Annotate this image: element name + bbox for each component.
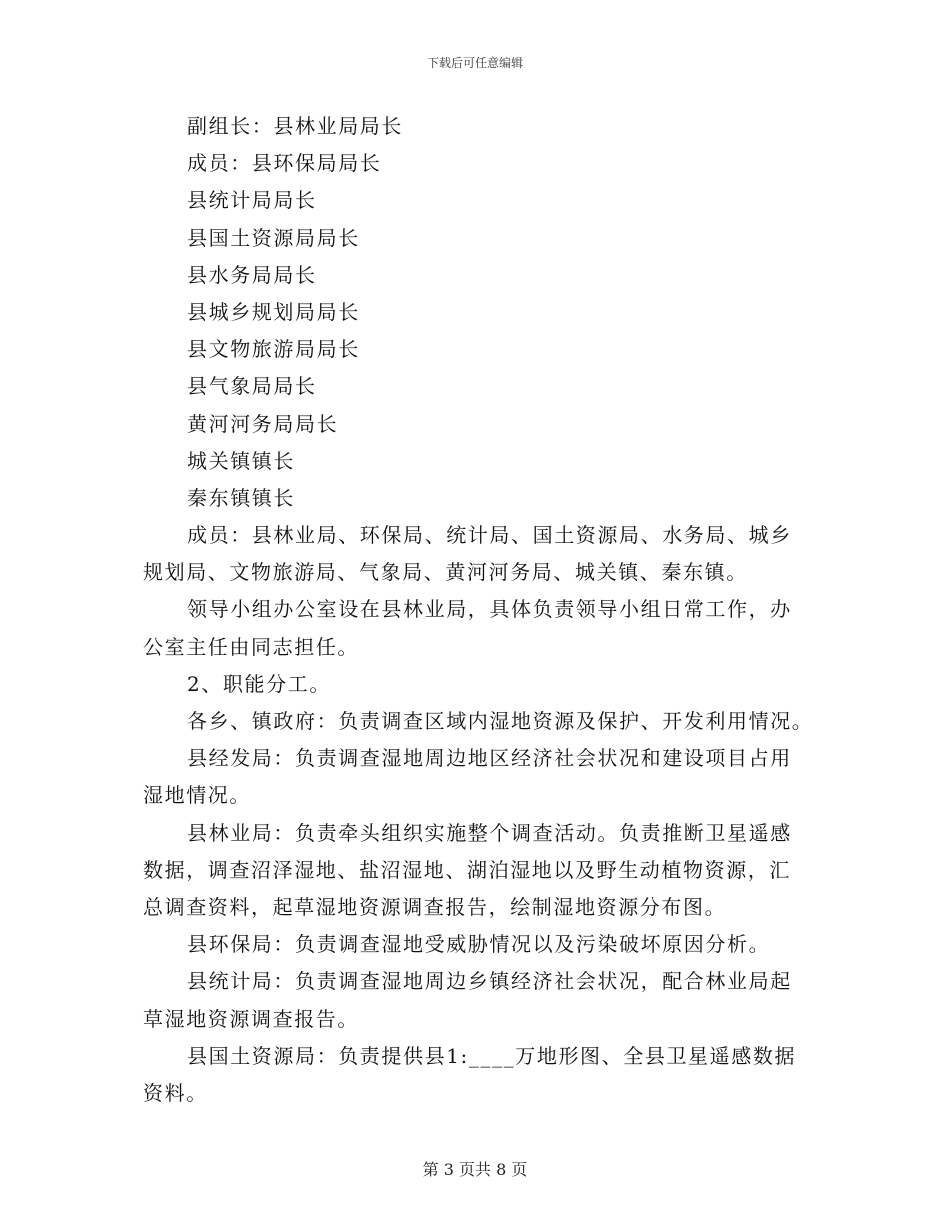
text-line: 县水务局局长 [187,262,317,287]
page-header: 下载后可任意编辑 [426,56,523,70]
text-line: 各乡、镇政府：负责调查区域内湿地资源及保护、开发利用情况。 [187,709,814,733]
text-line: 秦东镇镇长 [187,485,295,510]
text-line: 县环保局：负责调查湿地受威胁情况以及污染破坏原因分析。 [187,932,771,957]
text-line: 副组长：县林业局局长 [187,114,403,138]
text-line: 县气象局局长 [187,374,317,399]
text-line: 城关镇镇长 [187,448,295,473]
text-line: 县国土资源局：负责提供县1:____万地形图、全县卫星遥感数据 [187,1043,797,1068]
text-line: 县城乡规划局局长 [187,299,360,324]
text-line: 成员：县林业局、环保局、统计局、国土资源局、水务局、城乡 [187,523,792,548]
text-line: 湿地情况。 [143,783,251,808]
text-line: 2、职能分工。 [187,671,331,696]
text-line: 领导小组办公室设在县林业局，具体负责领导小组日常工作，办 [187,597,792,622]
text-line: 成员：县环保局局长 [187,151,382,176]
text-line: 黄河河务局局长 [187,411,339,436]
page-footer: 第 3 页共 8 页 [422,1160,528,1179]
document-body [143,108,814,1112]
text-line: 资料。 [143,1080,208,1105]
text-line: 草湿地资源调查报告。 [143,1006,359,1031]
text-line: 规划局、文物旅游局、气象局、黄河河务局、城关镇、秦东镇。 [143,560,748,585]
text-line: 数据，调查沼泽湿地、盐沼湿地、湖泊湿地以及野生动植物资源，汇 [143,857,791,882]
text-line: 县经发局：负责调查湿地周边地区经济社会状况和建设项目占用 [187,746,792,771]
text-line: 县国土资源局局长 [187,225,360,250]
text-line: 县统计局：负责调查湿地周边乡镇经济社会状况，配合林业局起 [187,969,792,994]
text-line: 公室主任由同志担任。 [143,634,359,659]
text-line: 县统计局局长 [187,188,317,213]
text-line: 县文物旅游局局长 [187,337,360,362]
text-line: 县林业局：负责牵头组织实施整个调查活动。负责推断卫星遥感 [187,820,792,845]
text-line: 总调查资料，起草湿地资源调查报告，绘制湿地资源分布图。 [143,894,727,919]
